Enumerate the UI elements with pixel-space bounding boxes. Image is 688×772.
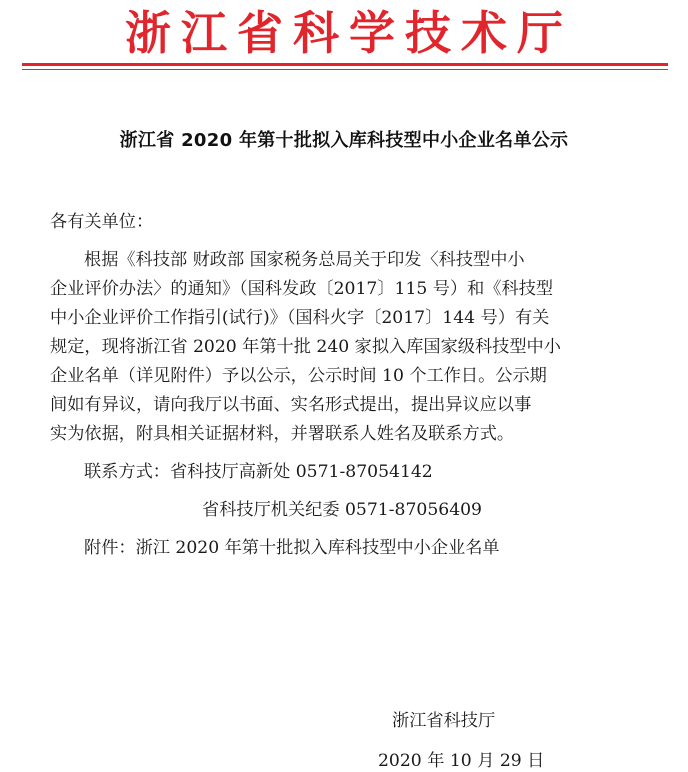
signature: 浙江省科技厅 [392,711,496,731]
contact-line-1: 联系方式：省科技厅高新处 0571-87054142 [84,462,433,482]
salutation: 各有关单位： [50,212,154,232]
masthead-rule-thick [22,63,668,66]
contact-line-2: 省科技厅机关纪委 0571-87056409 [202,500,482,520]
paragraph-line: 间如有异议，请向我厅以书面、实名形式提出，提出异议应以事 [50,395,532,415]
paragraph-line: 规定，现将浙江省 2020 年第十批 240 家拟入库国家级科技型中小 [50,337,561,357]
document-body [50,208,646,563]
paragraph-line: 根据《科技部 财政部 国家税务总局关于印发〈科技型中小 [84,250,525,270]
paragraph-line: 中小企业评价工作指引(试行)》（国科火字〔2017〕144 号）有关 [50,308,550,328]
document-title: 浙江省 2020 年第十批拟入库科技型中小企业名单公示 [119,130,569,151]
attachment-line: 附件：浙江 2020 年第十批拟入库科技型中小企业名单 [84,538,500,558]
paragraph-line: 企业评价办法〉的通知》（国科发政〔2017〕115 号）和《科技型 [50,279,554,299]
masthead [0,4,688,64]
issue-date: 2020 年 10 月 29 日 [378,751,545,771]
masthead-org-name: 浙江省科学技术厅 [125,6,573,60]
paragraph-line: 企业名单（详见附件）予以公示，公示时间 10 个工作日。公示期 [50,366,547,386]
paragraph-line: 实为依据，附具相关证据材料，并署联系人姓名及联系方式。 [50,424,515,444]
masthead-rule-thin [22,69,668,70]
